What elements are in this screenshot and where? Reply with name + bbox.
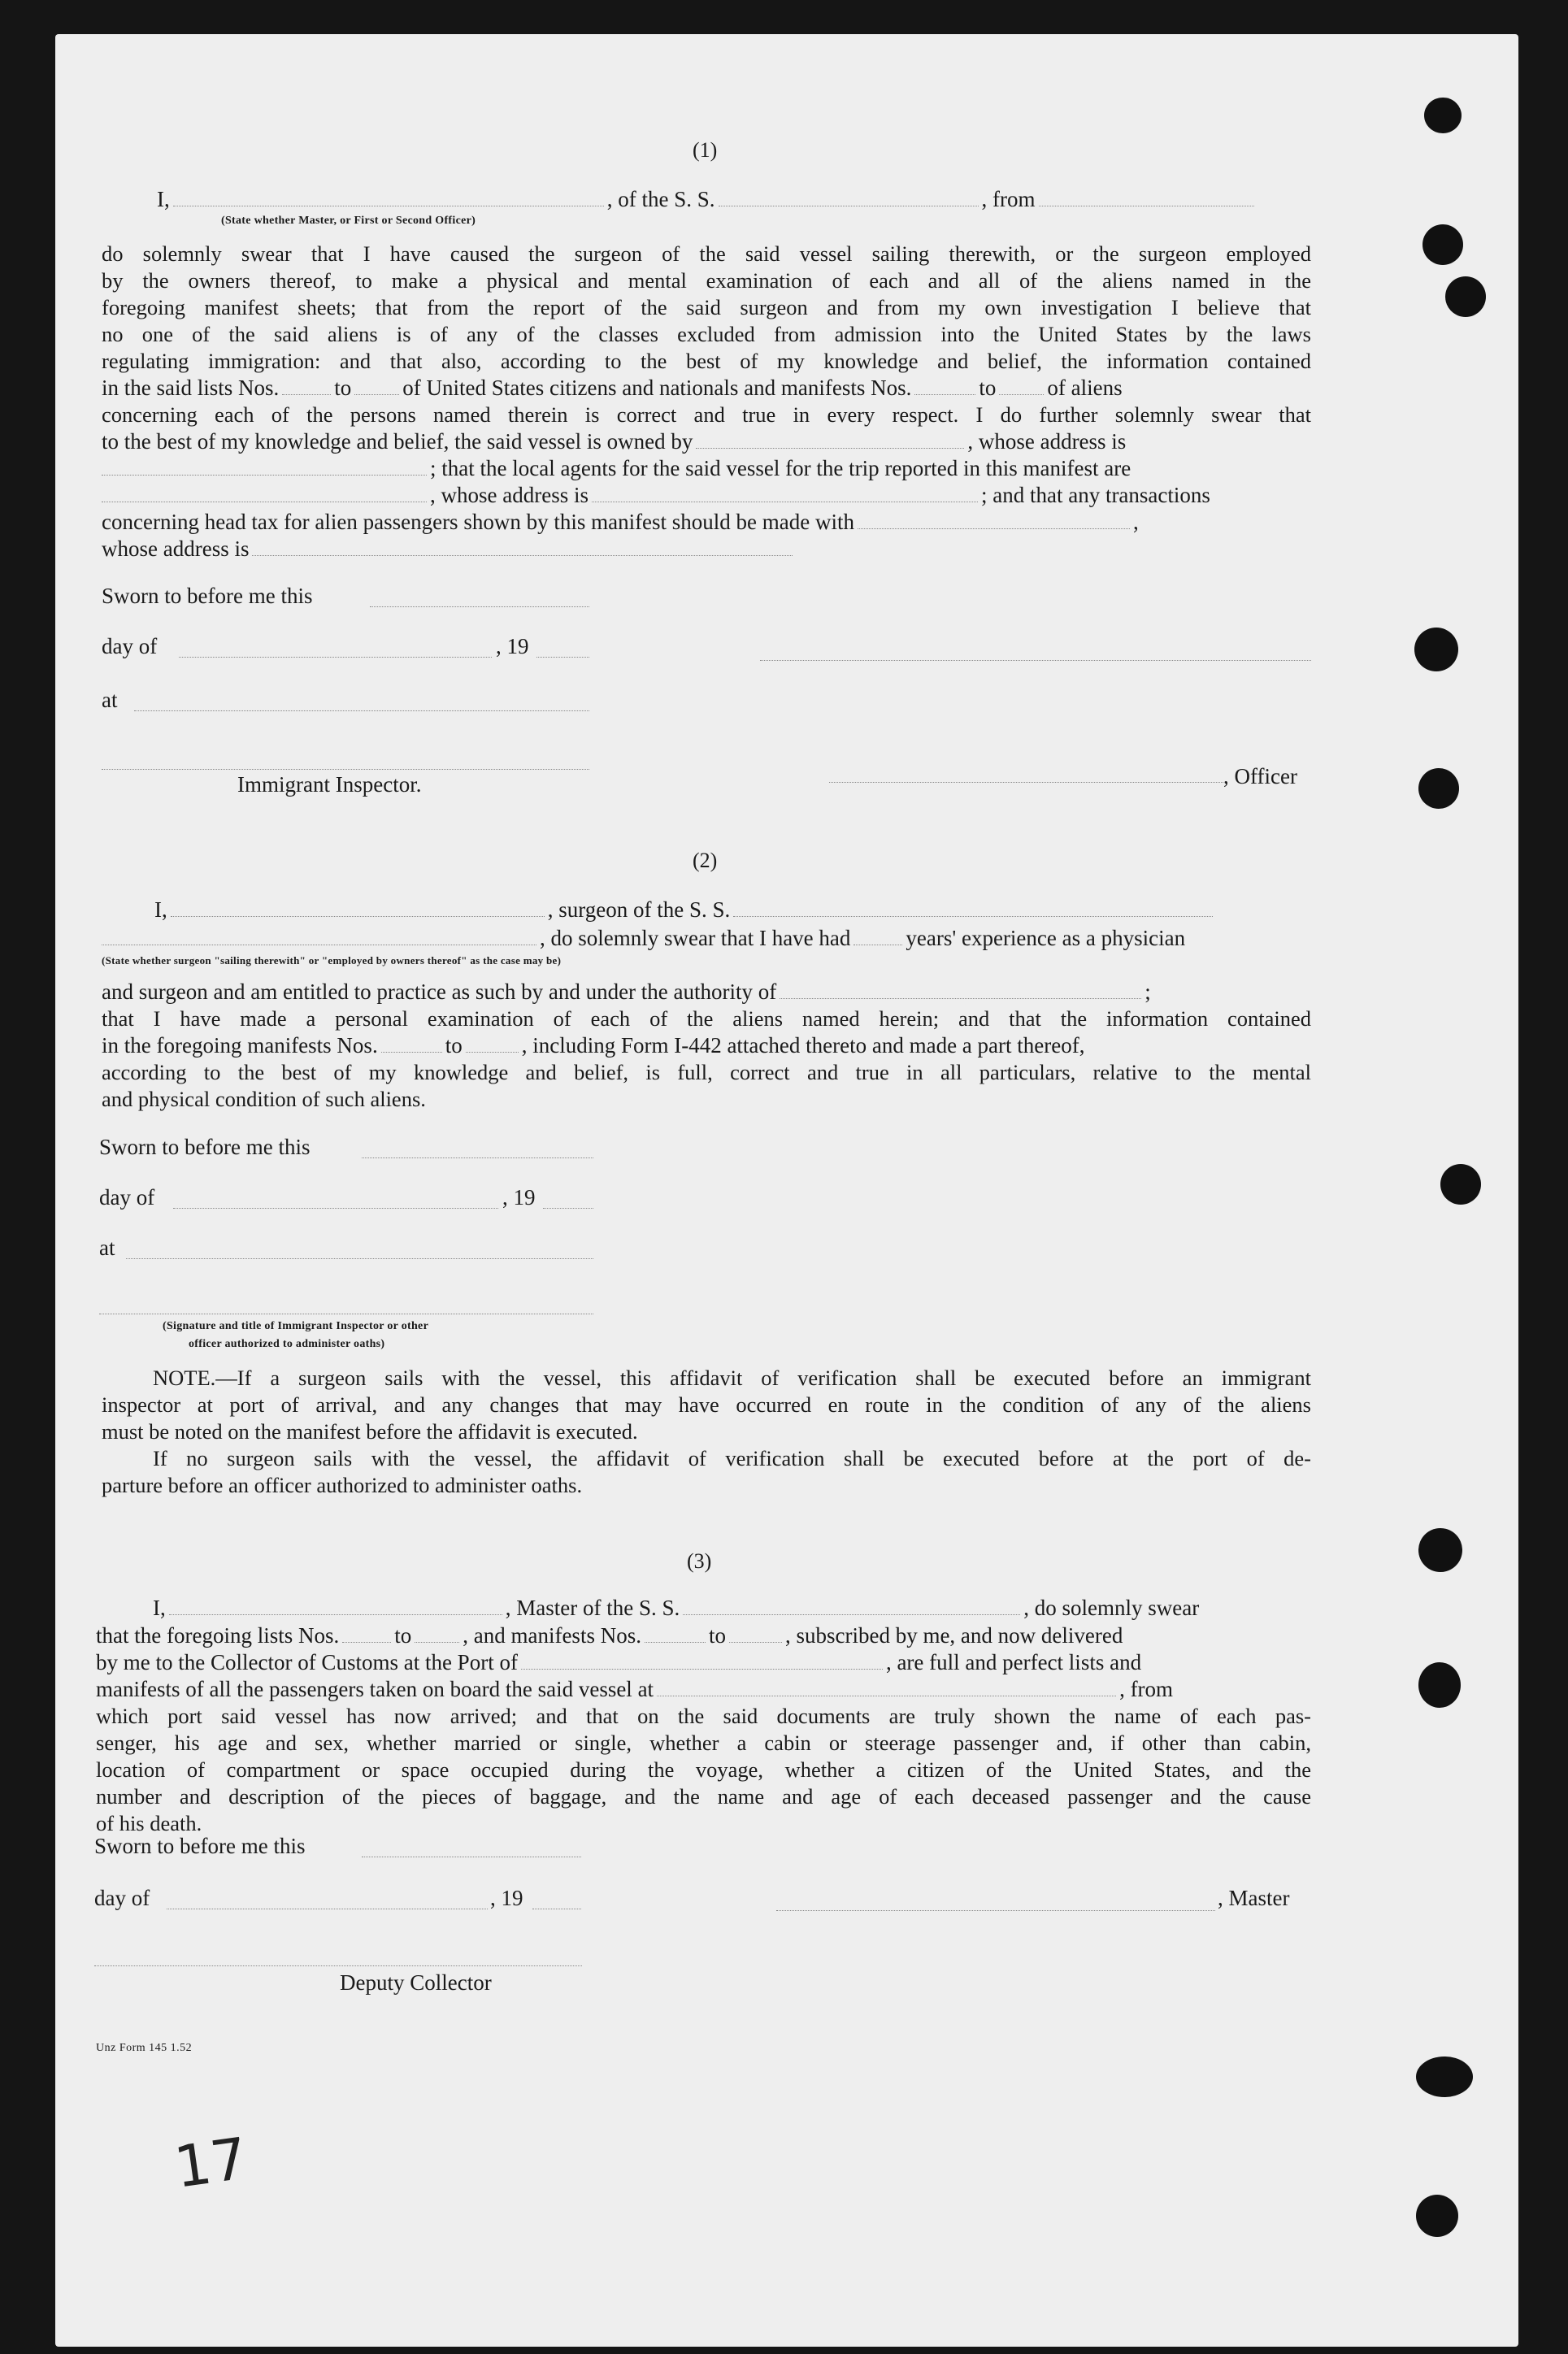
section-2-text-line: according to the best of my knowledge and belief, is full, correct and true in all particulars, relative to the mental xyxy=(102,1060,1311,1084)
punch-hole xyxy=(1418,768,1459,809)
name-blank xyxy=(173,189,604,206)
day-of-label: day of xyxy=(102,634,158,658)
note-line: parture before an officer authorized to administer oaths. xyxy=(102,1473,583,1497)
note-line: must be noted on the manifest before the affidavit is executed. xyxy=(102,1419,638,1444)
section-3-boarding-line: manifests of all the passengers taken on board the said vessel at , from xyxy=(96,1677,1174,1701)
section-1-text-line: concerning each of the persons named therein is correct and true in every respect. I do further solemnly swear that xyxy=(102,402,1311,427)
note-line: inspector at port of arrival, and any changes that may have occurred en route in the condition of any of the aliens xyxy=(102,1392,1311,1417)
section-1-agents-address-line: , whose address is ; and that any transactions xyxy=(102,483,1210,508)
sworn-label: Sworn to before me this xyxy=(102,584,313,608)
section-1-owner-line: to the best of my knowledge and belief, the said vessel is owned by , whose address is xyxy=(102,429,1127,454)
intro-i: I, xyxy=(157,187,170,211)
section-2-experience-line: , do solemnly swear that I have had years' experience as a physician xyxy=(102,926,1185,951)
master-label: , Master xyxy=(1218,1886,1290,1910)
punch-hole xyxy=(1424,98,1462,133)
section-3-intro-line: I, , Master of the S. S. , do solemnly swear xyxy=(153,1596,1200,1620)
section-1-text-line: by the owners thereof, to make a physical and mental examination of each and all of the aliens named in the xyxy=(102,268,1311,293)
note-line: NOTE.—If a surgeon sails with the vessel, this affidavit of verification shall be executed before an immigrant xyxy=(153,1366,1311,1390)
section-3-text-line: number and description of the pieces of baggage, and the name and age of each deceased passenger and the cause xyxy=(96,1784,1311,1809)
section-1-number: (1) xyxy=(693,138,718,162)
from-label: , from xyxy=(981,187,1036,211)
section-1-address-line: whose address is xyxy=(102,536,796,562)
punch-hole xyxy=(1422,224,1463,265)
sworn-label: Sworn to before me this xyxy=(94,1834,306,1858)
section-2-text-line: that I have made a personal examination of each of the aliens named herein; and that the information contained xyxy=(102,1006,1311,1031)
section-1-headtax-line: concerning head tax for alien passengers shown by this manifest should be made with , xyxy=(102,510,1139,534)
ship-name-blank xyxy=(719,189,979,206)
immigrant-inspector-label: Immigrant Inspector. xyxy=(237,772,422,797)
year-label: , 19 xyxy=(502,1185,536,1210)
section-2-authority-line: and surgeon and am entitled to practice as such by and under the authority of ; xyxy=(102,979,1151,1004)
section-1-text-line: regulating immigration: and that also, according to the best of my knowledge and belief, the information contained xyxy=(102,349,1311,373)
section-3-lists-line: that the foregoing lists Nos. to , and manifests Nos. to , subscribed by me, and now delivered xyxy=(96,1623,1123,1648)
section-1-text-line: do solemnly swear that I have caused the surgeon of the said vessel sailing therewith, or the surgeon employed xyxy=(102,241,1311,266)
punch-hole xyxy=(1418,1662,1461,1708)
at-label: at xyxy=(99,1236,115,1260)
punch-hole xyxy=(1416,2056,1473,2097)
punch-hole xyxy=(1418,1528,1462,1572)
section-1-intro-line xyxy=(157,187,1257,212)
master-signature-line xyxy=(776,1910,1215,1911)
role-note: (State whether Master, or First or Second Officer) xyxy=(221,215,476,227)
day-of-label: day of xyxy=(99,1185,155,1210)
surgeon-state-note: (State whether surgeon "sailing therewith" or "employed by owners thereof" as the case may be) xyxy=(102,954,562,966)
deputy-signature-line xyxy=(94,1965,582,1966)
section-3-text-line: senger, his age and sex, whether married or single, whether a cabin or steerage passenger and, if other than cabin, xyxy=(96,1731,1311,1755)
note-line: If no surgeon sails with the vessel, the affidavit of verification shall be executed before at the port of de- xyxy=(153,1446,1311,1470)
section-3-text-line: which port said vessel has now arrived; and that on the said documents are truly shown the name of each pas- xyxy=(96,1704,1311,1728)
deputy-collector-label: Deputy Collector xyxy=(340,1970,492,1995)
section-2-text-line: and physical condition of such aliens. xyxy=(102,1087,426,1111)
section-3-text-line: of his death. xyxy=(96,1811,202,1835)
section-3-text-line: location of compartment or space occupied during the voyage, whether a citizen of the United States, and the xyxy=(96,1757,1311,1782)
section-1-text-line: no one of the said aliens is of any of the classes excluded from admission into the United States by the laws xyxy=(102,322,1311,346)
punch-hole xyxy=(1414,628,1458,671)
section-1-text-line: foregoing manifest sheets; that from the report of the said surgeon and from my own investigation I believe that xyxy=(102,295,1311,319)
section-2-intro-line: I, , surgeon of the S. S. xyxy=(154,897,1216,923)
at-label: at xyxy=(102,688,118,712)
section-1-lists-line: in the said lists Nos. to of United States citizens and nationals and manifests Nos. to of aliens xyxy=(102,376,1123,400)
punch-hole xyxy=(1445,276,1486,317)
signature-note: (Signature and title of Immigrant Inspector or other xyxy=(163,1320,429,1332)
section-3-port-line: by me to the Collector of Customs at the Port of , are full and perfect lists and xyxy=(96,1650,1142,1674)
officer-label: , Officer xyxy=(1223,764,1297,788)
from-port-blank xyxy=(1039,189,1254,206)
signature-note: officer authorized to administer oaths) xyxy=(189,1338,385,1350)
form-id: Unz Form 145 1.52 xyxy=(96,2042,193,2054)
year-label: , 19 xyxy=(496,634,529,658)
section-2-number: (2) xyxy=(693,849,718,872)
officer-signature-line xyxy=(760,660,1311,661)
section-3-number: (3) xyxy=(687,1549,712,1573)
punch-hole xyxy=(1440,1164,1481,1205)
year-label: , 19 xyxy=(490,1886,523,1910)
sworn-label: Sworn to before me this xyxy=(99,1135,311,1159)
section-2-manifests-line: in the foregoing manifests Nos. to , including Form I-442 attached thereto and made a part thereof, xyxy=(102,1033,1085,1058)
day-of-label: day of xyxy=(94,1886,150,1910)
punch-hole xyxy=(1416,2195,1458,2237)
section-1-agents-line: ; that the local agents for the said vessel for the trip reported in this manifest are xyxy=(102,456,1131,481)
of-the-ss-label: , of the S. S. xyxy=(606,187,715,211)
handwritten-mark: 17 xyxy=(170,2125,252,2201)
